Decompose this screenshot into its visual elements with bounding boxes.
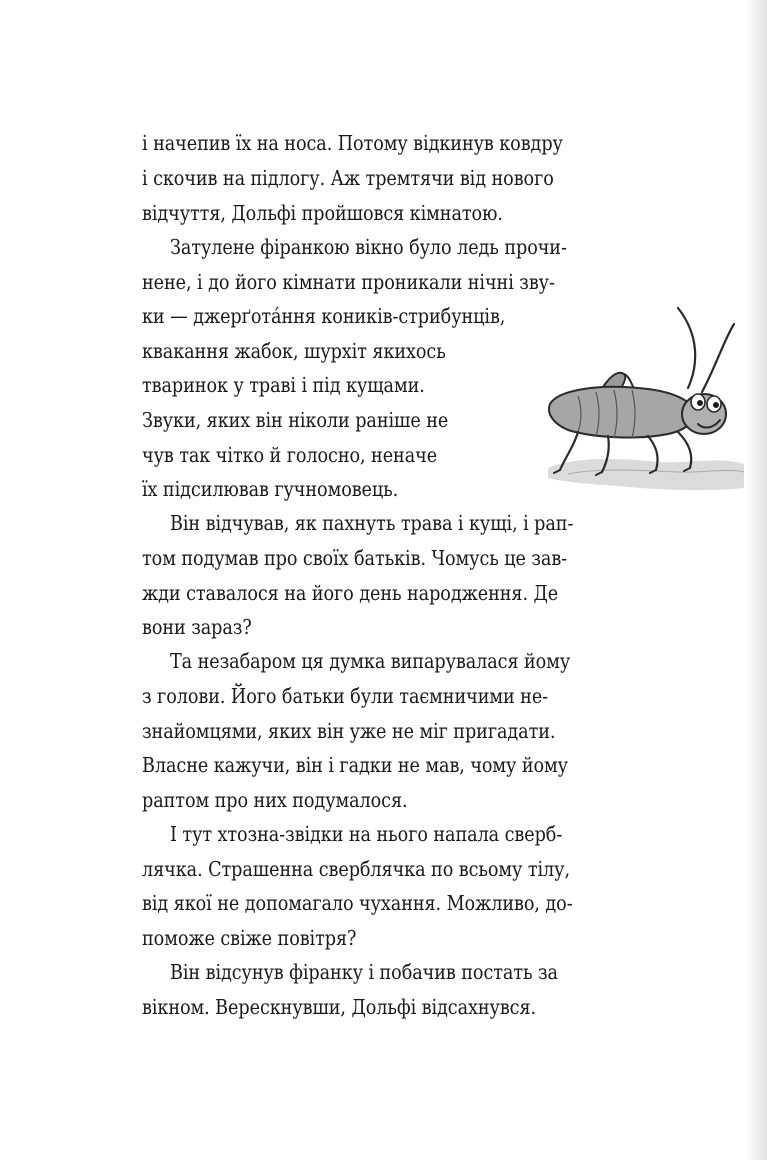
cricket-body xyxy=(549,387,695,438)
text-line: відчуття, Дольфі пройшовся кімнатою. xyxy=(142,201,503,225)
text-line: і начепив їх на носа. Потому відкинув ковдру xyxy=(142,131,563,155)
text-line: Звуки, яких він ніколи раніше не xyxy=(142,408,449,432)
text-line: раптом про них подумалося. xyxy=(142,788,408,812)
text-line: І тут хтозна-звідки на нього напала сверб- xyxy=(170,822,563,846)
text-line: квакання жабок, шурхіт якихось xyxy=(142,339,446,363)
cricket-illustration xyxy=(538,296,750,506)
text-line: чув так чітко й голосно, неначе xyxy=(142,443,438,467)
text-line: їх підсилював гучномовець. xyxy=(142,477,399,501)
text-line: лячка. Страшенна сверблячка по всьому тілу, xyxy=(142,857,570,881)
text-line: вікном. Верескнувши, Дольфі відсахнувся. xyxy=(142,995,537,1019)
antenna xyxy=(678,308,695,388)
text-line: вони зараз? xyxy=(142,615,252,639)
text-line: Він відчував, як пахнуть трава і кущі, і рап- xyxy=(170,511,574,535)
text-line: Та незабаром ця думка випарувалася йому xyxy=(170,649,571,673)
text-line: Затулене фіранкою вікно було ледь прочи- xyxy=(170,235,567,259)
text-line: том подумав про своїх батьків. Чомусь це зав- xyxy=(142,546,568,570)
text-line: ки — джерґота́ння коників-стрибунців, xyxy=(142,304,506,328)
text-line: жди ставалося на його день народження. Де xyxy=(142,581,559,605)
text-line: поможе свіже повітря? xyxy=(142,926,357,950)
text-line: і скочив на підлогу. Аж тремтячи від нового xyxy=(142,166,554,190)
text-line: тваринок у траві і під кущами. xyxy=(142,373,425,397)
text-line: Власне кажучи, він і гадки не мав, чому йому xyxy=(142,753,568,777)
text-line: знайомцями, яких він уже не міг пригадати. xyxy=(142,719,556,743)
antenna xyxy=(702,324,734,392)
text-line: з голови. Його батьки були таємничими не- xyxy=(142,684,549,708)
text-line: від якої не допомагало чухання. Можливо, до- xyxy=(142,891,573,915)
page-edge-shadow xyxy=(745,0,767,1160)
ground-shadow xyxy=(548,459,744,490)
text-line: Він відсунув фіранку і побачив постать за xyxy=(170,960,558,984)
text-line: нене, і до його кімнати проникали нічні зву- xyxy=(142,270,555,294)
